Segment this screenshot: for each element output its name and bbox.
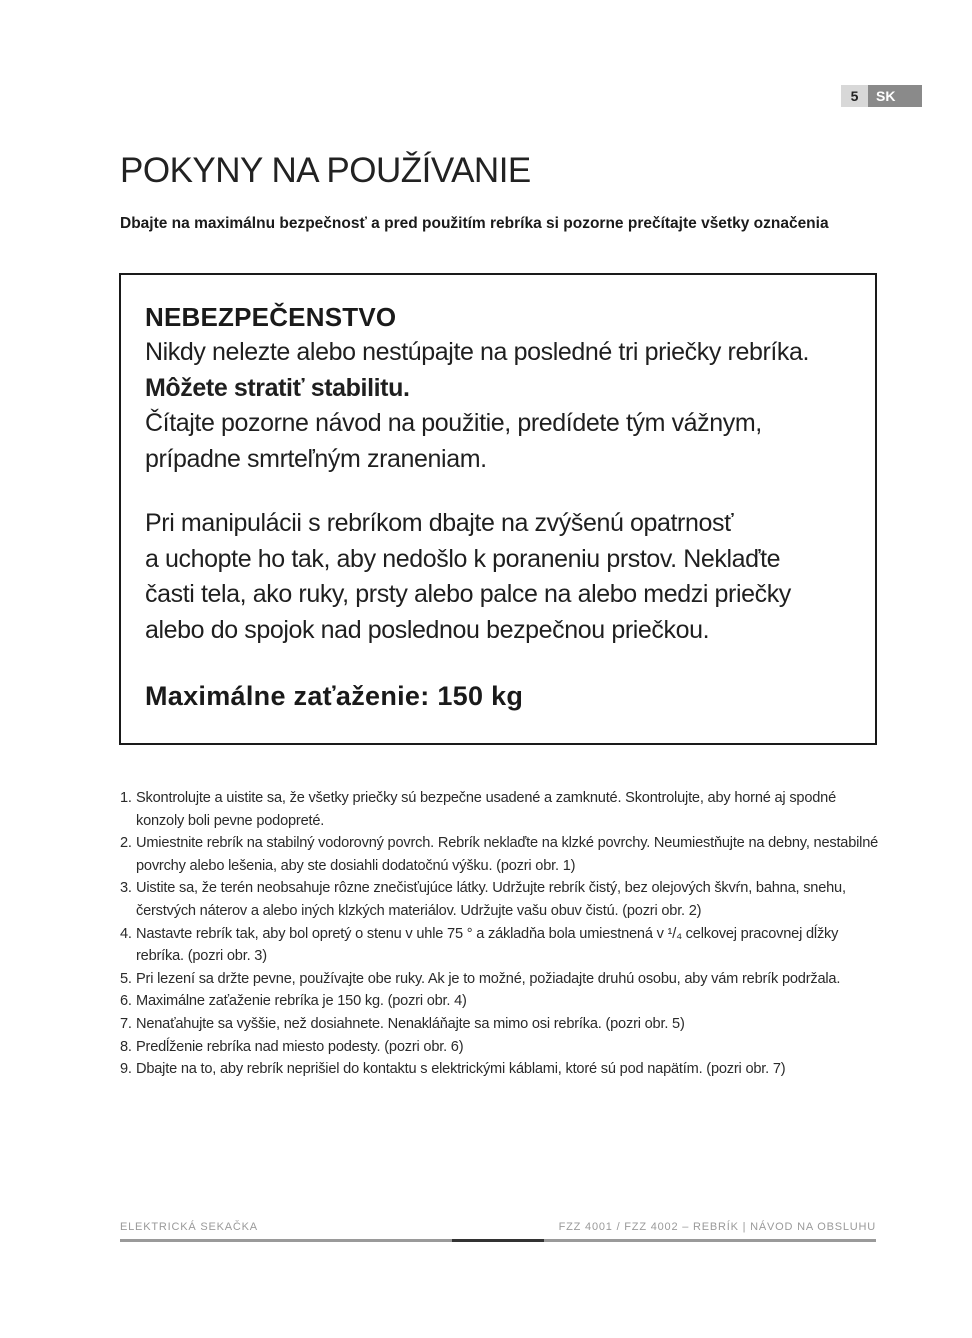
warning-heading: NEBEZPEČENSTVO [145,302,397,332]
list-item [120,1013,880,1036]
danger-warning-box [119,273,877,745]
item-number: 4. [120,925,132,942]
list-item [120,990,880,1013]
item-number: 9. [120,1061,132,1078]
intro-text: Dbajte na maximálnu bezpečnosť a pred použitím rebríka si pozorne prečítajte všetky označenia [120,215,829,232]
instructions-list [120,787,880,1081]
list-item [120,968,880,991]
warning-line: Nikdy nelezte alebo nestúpajte na posledné tri priečky rebríka. [145,338,810,366]
warning-line: Pri manipulácii s rebríkom dbajte na zvýšenú opatrnosť [145,509,734,537]
warning-line: a uchopte ho tak, aby nedošlo k poraneniu prstov. Neklaďte [145,544,781,573]
list-item [120,1058,880,1081]
item-text: Nenaťahujte sa vyššie, než dosiahnete. Nenakláňajte sa mimo osi rebríka. (pozri obr. 5) [136,1015,685,1032]
page-badge [841,85,922,107]
list-item [120,1036,880,1059]
page-title: POKYNY NA POUŽÍVANIE [120,151,531,190]
footer-document-title: FZZ 4001 / FZZ 4002 – REBRÍK | NÁVOD NA OBSLUHU [558,1221,876,1233]
item-number: 5. [120,970,132,987]
spacer [145,477,851,506]
warning-line: prípadne smrteľným zraneniam. [145,444,487,473]
max-load-text: Maximálne zaťaženie: 150 kg [145,681,524,711]
item-number: 7. [120,1015,132,1032]
item-text: Maximálne zaťaženie rebríka je 150 kg. (pozri obr. 4) [136,993,467,1010]
item-text: Dbajte na to, aby rebrík neprišiel do kontaktu s elektrickými káblami, ktoré sú pod napätím. (pozri obr. 7) [136,1061,786,1078]
list-item [120,877,880,922]
item-number: 3. [120,880,132,897]
warning-line: alebo do spojok nad poslednou bezpečnou priečkou. [145,615,710,644]
footer-divider-accent [452,1239,544,1242]
item-text: Uistite sa, že terén neobsahuje rôzne znečisťujúce látky. Udržujte rebrík čistý, bez olejových škvŕn, bahna, snehu, čerstvých náterov a alebo iných klzkých materiálov. Udržujte vašu obuv čistú. (pozri obr. 2) [136,880,846,919]
warning-line: časti tela, ako ruky, prsty alebo palce na alebo medzi priečky [145,580,791,608]
item-text: Skontrolujte a uistite sa, že všetky priečky sú bezpečne usadené a zamknuté. Skontrolujte, aby horné aj spodné konzoly boli pevne podopreté. [136,790,836,829]
item-number: 1. [120,790,132,806]
spacer [145,648,851,676]
item-number: 2. [120,835,132,852]
item-text: Pri lezení sa držte pevne, používajte obe ruky. Ak je to možné, požiadajte druhú osobu, aby vám rebrík podržala. [136,970,841,987]
warning-line: Čítajte pozorne návod na použitie, predídete tým vážnym, [145,409,762,437]
item-text: Umiestnite rebrík na stabilný vodorovný povrch. Rebrík neklaďte na klzké povrchy. Neumiestňujte na debny, nestabilné povrchy alebo lešenia, aby ste dosiahli dodatočnú výšku. (pozri obr. 1) [136,835,879,874]
list-item [120,832,880,877]
item-number: 8. [120,1038,132,1055]
list-item [120,923,880,968]
item-text: Predĺženie rebríka nad miesto podesty. (pozri obr. 6) [136,1038,464,1055]
item-number: 6. [120,993,132,1010]
list-item [120,787,880,832]
item-text: Nastavte rebrík tak, aby bol opretý o stenu v uhle 75 ° a základňa bola umiestnená v ¹/₄ celkovej pracovnej dĺžky rebríka. (pozri obr. 3) [136,925,839,965]
warning-stability-line: Môžete stratiť stabilitu. [145,373,410,402]
language-tag: SK [868,85,922,107]
page-number: 5 [841,85,868,107]
footer-product-category: ELEKTRICKÁ SEKAČKA [120,1221,258,1233]
